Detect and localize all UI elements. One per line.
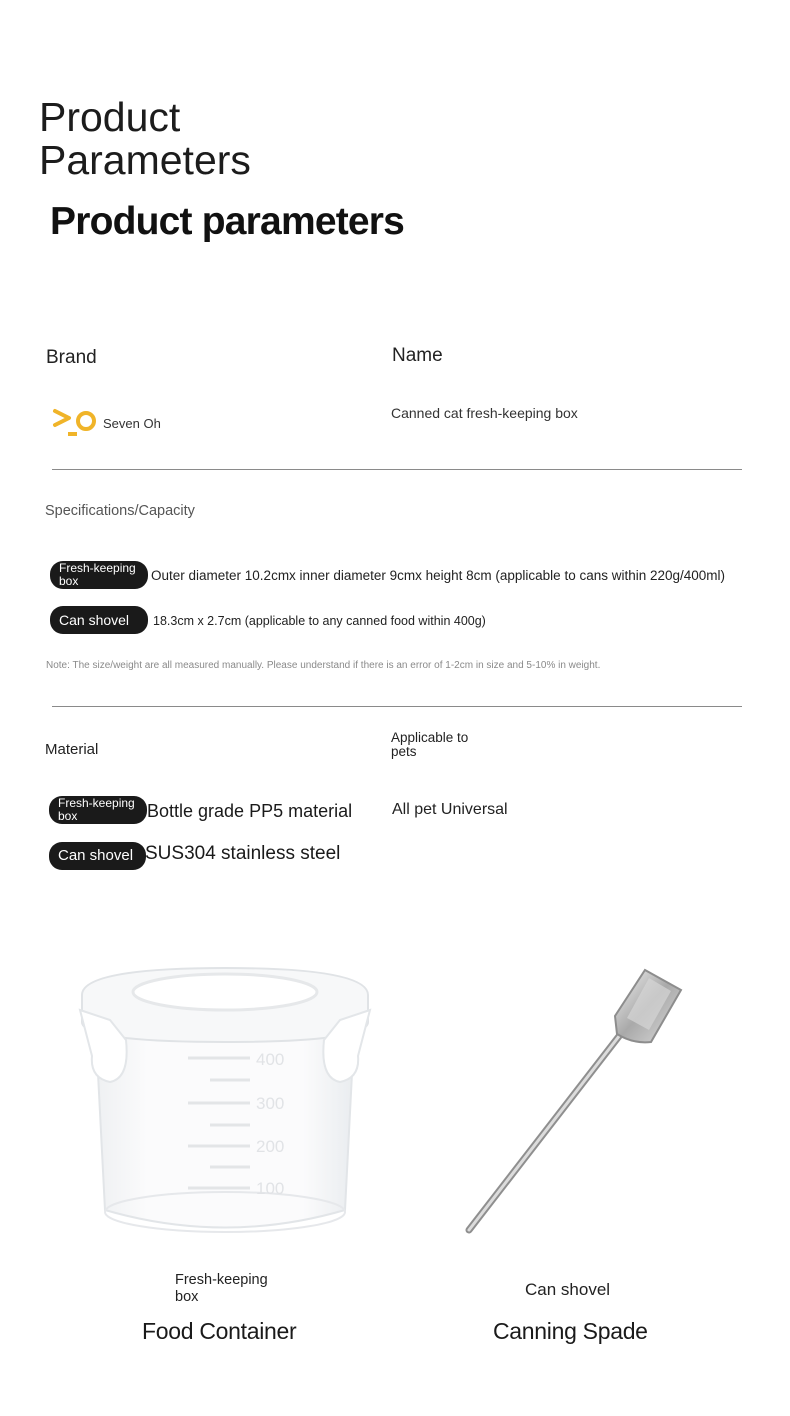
measurement-note: Note: The size/weight are all measured manually. Please understand if there is an error of 1-2cm in size and 5-10% in weight. bbox=[46, 660, 601, 671]
specs-label: Specifications/Capacity bbox=[45, 503, 195, 519]
spec-shovel-text: 18.3cm x 2.7cm (applicable to any canned food within 400g) bbox=[153, 614, 486, 628]
brand-name: Seven Oh bbox=[103, 416, 161, 431]
food-container-image bbox=[70, 960, 380, 1245]
page-title: Product parameters bbox=[50, 200, 405, 243]
material-shovel-text: SUS304 stainless steel bbox=[145, 843, 341, 864]
brand-logo bbox=[52, 406, 98, 440]
page-title-secondary: Product Parameters bbox=[39, 94, 251, 183]
spec-tag-shovel: Can shovel bbox=[50, 606, 148, 634]
spade-caption: Canning Spade bbox=[493, 1318, 648, 1344]
scale-mark: 100 bbox=[256, 1179, 285, 1198]
spade-caption-small: Can shovel bbox=[525, 1280, 611, 1299]
material-box-text: Bottle grade PP5 material bbox=[147, 801, 353, 821]
brand-label: Brand bbox=[46, 347, 97, 368]
container-caption: Food Container bbox=[142, 1318, 297, 1344]
pets-label: Applicable to pets bbox=[391, 730, 469, 759]
scale-mark: 200 bbox=[256, 1137, 285, 1156]
material-tag-box: Fresh-keeping box bbox=[49, 796, 147, 824]
divider bbox=[52, 469, 742, 470]
material-label: Material bbox=[45, 741, 99, 758]
product-name: Canned cat fresh-keeping box bbox=[391, 405, 578, 421]
scale-mark: 400 bbox=[256, 1050, 285, 1069]
material-tag-shovel: Can shovel bbox=[49, 842, 146, 870]
spec-tag-box: Fresh-keeping box bbox=[50, 561, 148, 589]
container-caption-small: Fresh-keeping box bbox=[175, 1272, 268, 1305]
pets-value: All pet Universal bbox=[392, 801, 508, 818]
scale-mark: 300 bbox=[256, 1094, 285, 1113]
canning-spade-image bbox=[455, 960, 695, 1245]
spec-box-text: Outer diameter 10.2cmx inner diameter 9cmx height 8cm (applicable to cans within 220g/400ml) bbox=[151, 568, 726, 583]
name-label: Name bbox=[392, 345, 443, 366]
divider bbox=[52, 706, 742, 707]
